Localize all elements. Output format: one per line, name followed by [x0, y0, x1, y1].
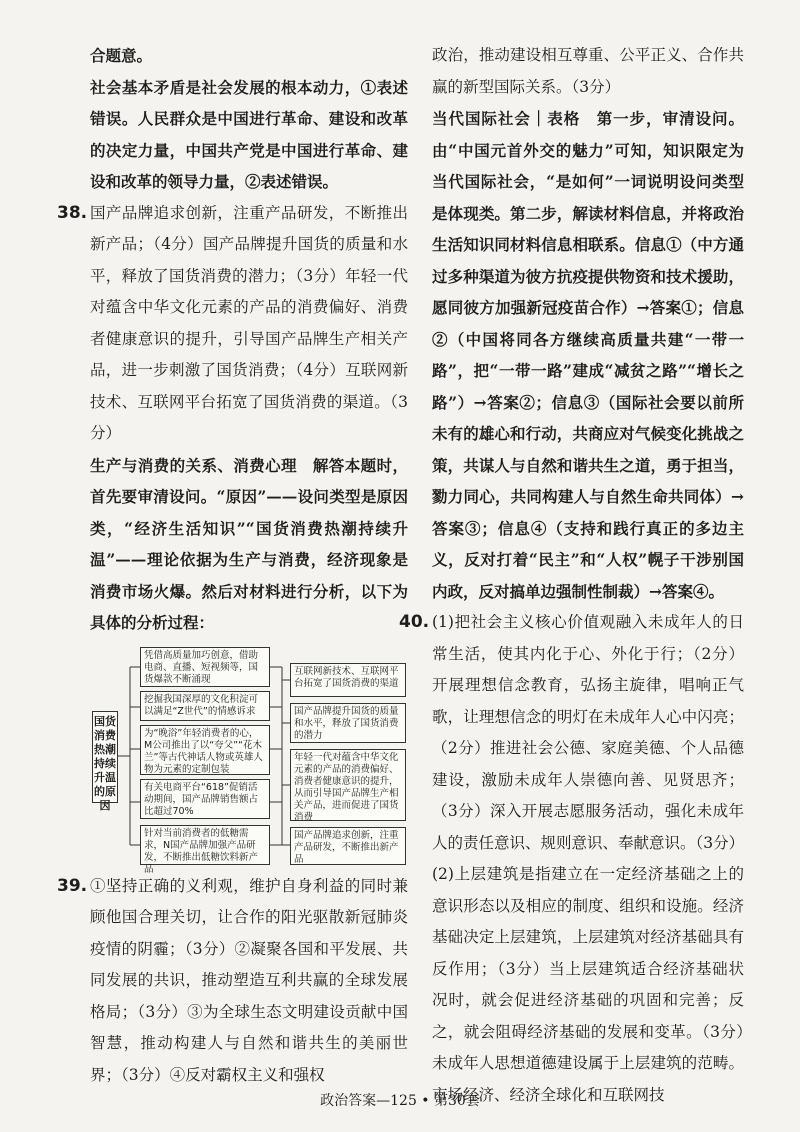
question-39-answer: ①坚持正确的义利观，维护自身利益的同时兼顾他国合理关切，让合作的阳光驱散新冠肺炎疫情的阴霾；（3分）②凝聚各国和平发展、共同发展的共识，推动塑造互利共赢的全球发展格局；（3分）③为全球生态文明建设贡献中国智慧，推动构建人与自然和谐共生的美丽世界；（3分）④反对霸权主义和强权 — [90, 876, 408, 1084]
page-footer: 政治答案—125 • 第30套 — [320, 1093, 480, 1109]
diagram-material-4: 有关电商平台“618”促销活动期间，国产品牌销售额占比超过70% — [140, 779, 270, 819]
question-39-answer-continued: 政治，推动建设相互尊重、公平正义、合作共赢的新型国际关系。（3分） — [432, 46, 744, 96]
diagram-conclusion-2: 国产品牌提升国货的质量和水平，释放了国货消费的潜力 — [290, 703, 406, 743]
intro-line: 合题意。 — [90, 46, 153, 65]
diagram-conclusion-1: 互联网新技术、互联网平台拓宽了国货消费的渠道 — [290, 663, 406, 697]
question-39-analysis: 当代国际社会｜表格 第一步，审清设问。由“中国元首外交的魅力”可知，知识限定为当代国际社会，“是如何”一词说明设问类型是体现类。第二步，解读材料信息，并将政治生活知识同材料信息相联系。信息①（中方通过多种渠道为彼方抗疫提供物资和技术援助，愿同彼方加强新冠疫苗合作）→答案①；信息②（中国将同各方继续高质量共建“一带一路”，把“一带一路”建成“减贫之路”“增长之路”）→答案②；信息③（国际社会要以前所未有的雄心和行动，共商应对气候变化挑战之策，共谋人与自然和谐共生之道，勇于担当，勠力同心，共同构建人与自然生命共同体）→答案③；信息④（支持和践行真正的多边主义，反对打着“民主”和“人权”幌子干涉别国内政，反对搞单边强制性制裁）→答案④。 — [432, 109, 744, 601]
question-38-answer: 国产品牌追求创新，注重产品研发，不断推出新产品；（4分）国产品牌提升国货的质量和水平，释放了国货消费的潜力；（3分）年轻一代对蕴含中华文化元素的产品的消费偏好、消费者健康意识的提升，引导国产品牌生产相关产品，进一步刺激了国货消费；（4分）互联网新技术、互联网平台拓宽了国货消费的渠道。（3分） — [90, 203, 408, 442]
analysis-diagram — [90, 645, 410, 875]
diagram-material-5: 针对当前消费者的低糖需求，N国产品牌加强产品研发，不断推出低糖饮料新产品 — [140, 825, 270, 865]
question-38-number: 38. — [57, 202, 88, 223]
diagram-material-2: 挖掘我国深厚的文化积淀可以满足“Z世代”的情感诉求 — [140, 691, 270, 721]
question-39 — [57, 871, 408, 1092]
question-40 — [399, 607, 745, 859]
question-39-number: 39. — [57, 875, 88, 896]
intro-paragraph: 社会基本矛盾是社会发展的根本动力，①表述错误。人民群众是中国进行革命、建设和改革的决定力量，中国共产党是中国进行革命、建设和改革的领导力量，②表述错误。 — [90, 77, 408, 191]
question-38-analysis: 生产与消费的关系、消费心理 解答本题时，首先要审清设问。“原因”——设问类型是原因类，“经济生活知识”“国货消费热潮持续升温”——理论依据为生产与消费，经济现象是消费市场火爆。然后对材料进行分析，以下为具体的分析过程： — [90, 455, 408, 632]
diagram-material-1: 凭借高质量加巧创意，借助电商、直播、短视频等，国货爆款不断涌现 — [140, 647, 270, 687]
diagram-conclusion-4: 国产品牌追求创新，注重产品研发，不断推出新产品 — [290, 827, 406, 865]
diagram-root: 国货消费热潮持续升温的原因 — [92, 711, 118, 803]
question-40-part-1: (1)把社会主义核心价值观融入未成年人的日常生活，使其内化于心、外化于行；（2分）开展理想信念教育，弘扬主旋律，唱响正气歌，让理想信念的明灯在未成年人心中闪亮；（2分）推进社会公德、家庭美德、个人品德建设，激励未成年人崇德向善、见贤思齐；（3分）深入开展志愿服务活动，强化未成年人的责任意识、规则意识、奉献意识。（3分） — [432, 613, 745, 852]
diagram-conclusion-3: 年轻一代对蕴含中华文化元素的产品的消费偏好、消费者健康意识的提升，从而引导国产品牌生产相关产品，进而促进了国货消费 — [290, 749, 406, 821]
left-column — [57, 40, 408, 1091]
diagram-material-3: 为“晚浴”年轻消费者的心，M公司推出了以“夸父”“花木兰”等古代神话人物或英雄人物为元素的定制包装 — [140, 725, 270, 775]
question-38 — [57, 198, 408, 450]
question-40-part-2: (2)上层建筑是指建立在一定经济基础之上的意识形态以及相应的制度、组织和设施。经济基础决定上层建筑，上层建筑对经济基础具有反作用；（3分）当上层建筑适合经济基础状况时，就会促进经济基础的巩固和完善；反之，就会阻碍经济基础的发展和变革。（3分）未成年人思想道德建设属于上层建筑的范畴。市场经济、经济全球化和互联网技 — [432, 865, 744, 1104]
question-40-number: 40. — [399, 612, 430, 632]
